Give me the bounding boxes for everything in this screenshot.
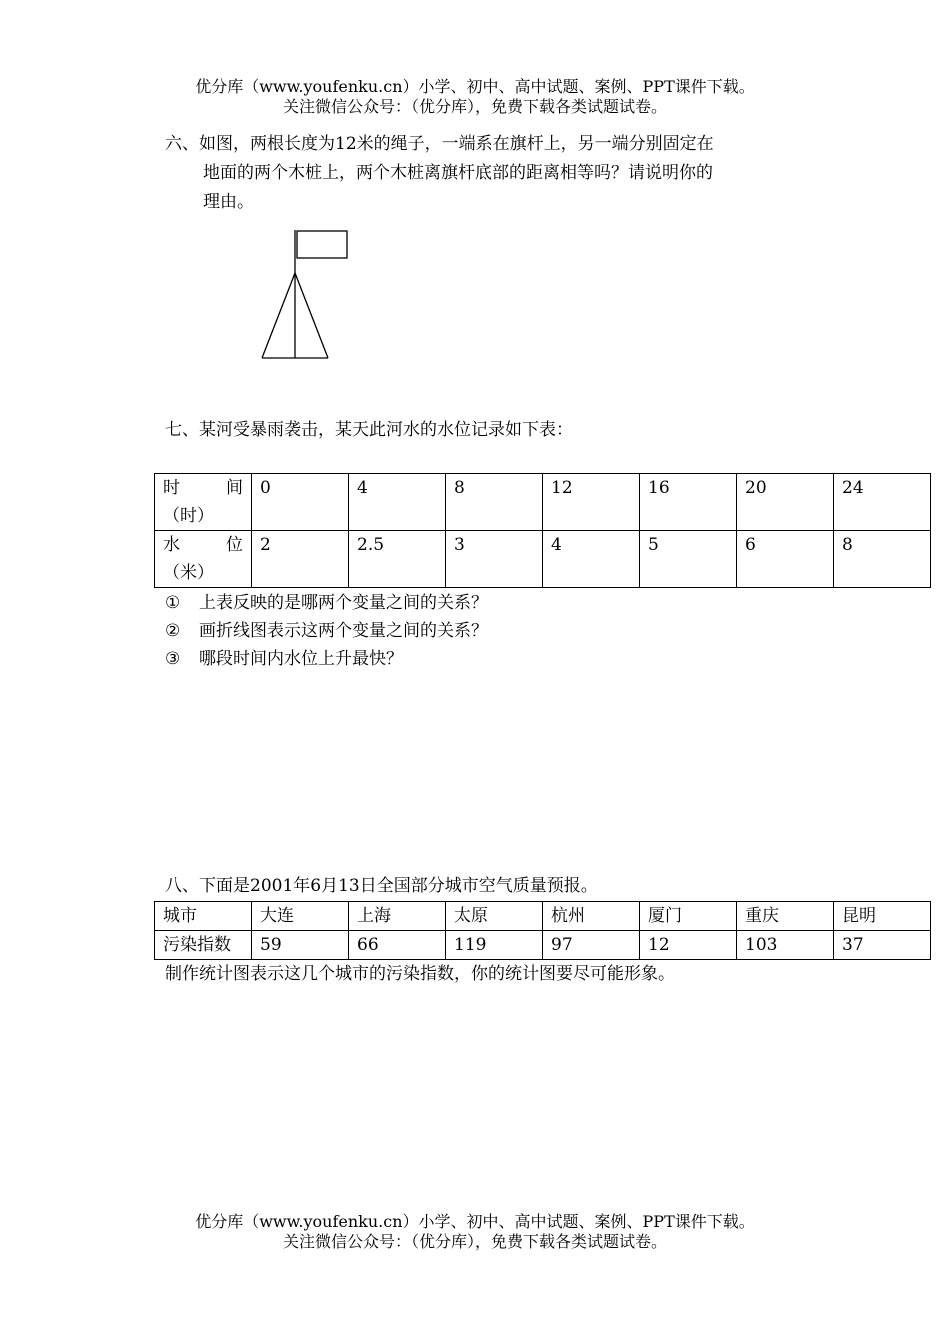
table-cell: 昆明 — [834, 902, 931, 931]
table-row — [155, 902, 931, 931]
rope-right — [295, 273, 328, 358]
table-cell: 3 — [446, 531, 543, 588]
subquestion-text: 上表反映的是哪两个变量之间的关系？ — [199, 593, 488, 613]
row-header-time — [155, 474, 252, 531]
pollution-table — [154, 901, 931, 960]
table-cell: 59 — [252, 931, 349, 960]
header-line-1: 优分库（www.youfenku.cn）小学、初中、高中试题、案例、PPT课件下载。 — [195, 77, 755, 96]
table-cell: 97 — [543, 931, 640, 960]
header-line-2: 关注微信公众号：（优分库），免费下载各类试题试卷。 — [282, 97, 667, 116]
table-cell: 2.5 — [349, 531, 446, 588]
table-cell: 5 — [640, 531, 737, 588]
subquestion-text: 哪段时间内水位上升最快？ — [199, 649, 403, 669]
table-cell: 杭州 — [543, 902, 640, 931]
table-cell: 12 — [543, 474, 640, 531]
subquestion-1 — [165, 589, 488, 617]
q6-line-1: 六、如图，两根长度为12米的绳子，一端系在旗杆上，另一端分别固定在 — [165, 134, 714, 154]
table-row — [155, 931, 931, 960]
header-unit: （米） — [163, 563, 214, 583]
table-cell: 16 — [640, 474, 737, 531]
header-unit: （时） — [163, 506, 214, 526]
table-cell: 24 — [834, 474, 931, 531]
flag — [297, 231, 347, 258]
row-header-index: 污染指数 — [155, 931, 252, 960]
table-row — [155, 474, 931, 531]
q6-line-3: 理由。 — [203, 192, 254, 212]
question-6 — [165, 130, 805, 217]
table-cell: 厦门 — [640, 902, 737, 931]
table-cell: 大连 — [252, 902, 349, 931]
row-header-level — [155, 531, 252, 588]
subquestion-number: ① — [165, 593, 181, 613]
table-cell: 2 — [252, 531, 349, 588]
header-text: 水 — [163, 535, 180, 555]
q7-subquestions — [165, 589, 488, 673]
page-footer — [0, 1212, 950, 1252]
table-cell: 4 — [543, 531, 640, 588]
table-row — [155, 531, 931, 588]
table-cell: 上海 — [349, 902, 446, 931]
q7-intro: 七、某河受暴雨袭击，某天此河水的水位记录如下表： — [165, 420, 573, 440]
rope-left — [262, 273, 295, 358]
table-cell: 8 — [834, 531, 931, 588]
q8-task: 制作统计图表示这几个城市的污染指数，你的统计图要尽可能形象。 — [165, 964, 675, 984]
table-cell: 119 — [446, 931, 543, 960]
q8-intro: 八、下面是2001年6月13日全国部分城市空气质量预报。 — [165, 876, 598, 896]
table-cell: 66 — [349, 931, 446, 960]
table-cell: 20 — [737, 474, 834, 531]
table-cell: 重庆 — [737, 902, 834, 931]
footer-line-1: 优分库（www.youfenku.cn）小学、初中、高中试题、案例、PPT课件下载。 — [195, 1212, 755, 1231]
table-cell: 6 — [737, 531, 834, 588]
q6-line-2: 地面的两个木桩上，两个木桩离旗杆底部的距离相等吗？请说明你的 — [203, 163, 713, 183]
table-cell: 0 — [252, 474, 349, 531]
header-text: 间 — [226, 478, 243, 498]
header-text: 位 — [226, 535, 243, 555]
page-header — [0, 77, 950, 117]
row-header-city: 城市 — [155, 902, 252, 931]
flagpole-diagram — [255, 225, 365, 365]
table-cell: 103 — [737, 931, 834, 960]
subquestion-number: ② — [165, 621, 181, 641]
subquestion-number: ③ — [165, 649, 181, 669]
table-cell: 12 — [640, 931, 737, 960]
subquestion-3 — [165, 645, 488, 673]
subquestion-text: 画折线图表示这两个变量之间的关系？ — [199, 621, 488, 641]
table-cell: 太原 — [446, 902, 543, 931]
footer-line-2: 关注微信公众号：（优分库），免费下载各类试题试卷。 — [282, 1232, 667, 1251]
header-text: 时 — [163, 478, 180, 498]
subquestion-2 — [165, 617, 488, 645]
table-cell: 8 — [446, 474, 543, 531]
table-cell: 37 — [834, 931, 931, 960]
water-level-table — [154, 473, 931, 588]
table-cell: 4 — [349, 474, 446, 531]
